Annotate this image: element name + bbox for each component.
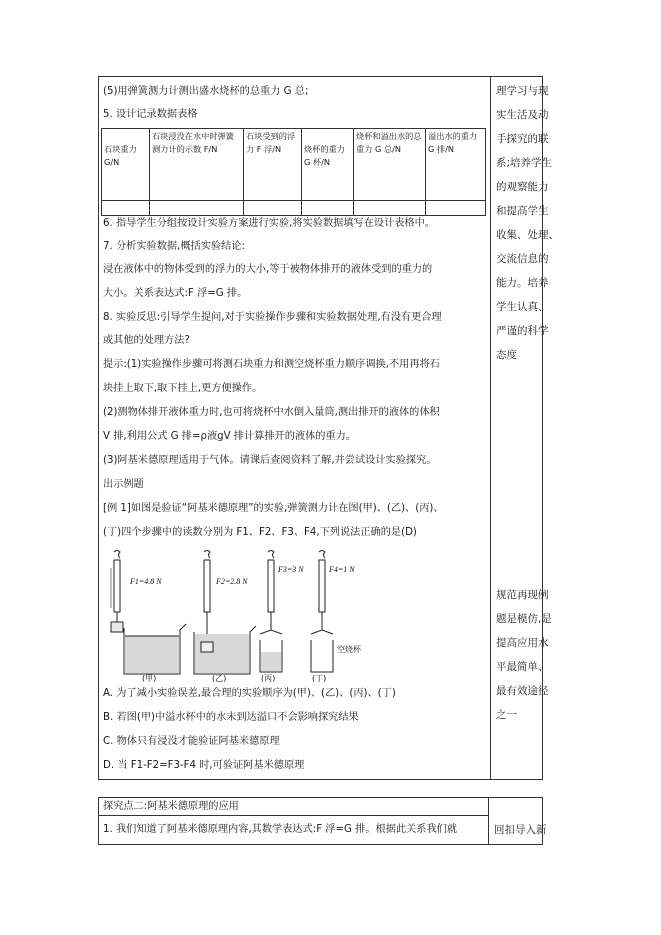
example-line-2: (丁)四个步骤中的读数分别为 F1、F2、F3、F4,下列说法正确的是(D) [103, 527, 417, 538]
table-cell [354, 201, 426, 216]
table-cell [302, 201, 354, 216]
side-note-line: 理学习与现 [496, 85, 549, 97]
side-note-line: 最有效途径 [496, 685, 549, 697]
conclusion-line-2: 大小。关系表达式:F 浮=G 排。 [103, 288, 248, 299]
side-note-line: 态度 [496, 349, 517, 361]
example-heading: 出示例题 [103, 479, 144, 490]
column-divider [490, 76, 491, 780]
section-heading: 探究点二:阿基米德原理的应用 [103, 801, 239, 812]
side-note-line: 实生活及动 [496, 109, 549, 121]
step-6-text: 6. 指导学生分组按设计实验方案进行实验,将实验数据填写在设计表格中。 [103, 218, 436, 229]
table-header-cell: 石块重力 G/N [102, 129, 150, 201]
side-note-line: 提高应用水 [496, 637, 549, 649]
side-note-line: 交流信息的 [496, 253, 549, 265]
table-cell [426, 201, 486, 216]
table-title: 5. 设计记录数据表格 [103, 109, 198, 120]
hint-line-1: 提示:(1)实验操作步骤可将测石块重力和测空烧杯重力顺序调换,不用再将石 [103, 359, 440, 370]
side-note-line: 收集、处理、 [496, 229, 559, 241]
label-bing: (丙) [261, 674, 276, 682]
hint-line-2: 块挂上取下,取下挂上,更方便操作。 [103, 383, 263, 394]
label-yi: (乙) [212, 674, 227, 682]
label-jia: (甲) [142, 674, 157, 682]
row-divider [98, 815, 488, 816]
table-header-cell: 石块浸没在水中时弹簧测力计的示数 F/N [150, 129, 244, 201]
side-note-line: 之一 [496, 709, 517, 721]
setup-yi [194, 551, 256, 675]
table-header-cell: 烧杯和溢出水的总重力 G 总/N [354, 129, 426, 201]
table-header-cell: 溢出水的重力 G 排/N [426, 129, 486, 201]
reading-f3: F3=3 N [278, 565, 304, 574]
step-8-line-1: 8. 实验反思:引导学生提问,对于实验操作步骤和实验数据处理,有没有更合理 [103, 312, 442, 323]
step-8-line-2: 或其他的处理方法? [103, 335, 190, 346]
example-line-1: [例 1]如图是验证“阿基米德原理”的实验,弹簧测力计在图(甲)、(乙)、(丙)、 [103, 503, 444, 514]
reading-f4: F4=1 N [329, 565, 355, 574]
table-cell [150, 201, 244, 216]
archimedes-experiment-figure [100, 548, 490, 682]
side-note-line: 能力。培养 [496, 277, 549, 289]
hint-line-5: (3)阿基米德原理适用于气体。请课后查阅资料了解,并尝试设计实验探究。 [103, 455, 437, 466]
side-note-review: 回扣导入新 [494, 824, 547, 836]
side-note-line: 系;培养学生 [496, 157, 553, 169]
step-5-text: (5)用弹簧测力计测出盛水烧杯的总重力 G 总; [103, 86, 309, 97]
option-c: C. 物体只有浸没才能验证阿基米德原理 [103, 736, 280, 747]
option-d: D. 当 F1-F2=F3-F4 时,可验证阿基米德原理 [103, 760, 305, 771]
hint-line-3: (2)测物体排开液体重力时,也可将烧杯中水倒入量筒,测出排开的液体的体积 [103, 407, 440, 418]
side-note-line: 严谨的科学 [496, 325, 549, 337]
step-7-text: 7. 分析实验数据,概括实验结论: [103, 241, 245, 252]
side-note-line: 题是模仿,是 [496, 613, 552, 625]
reading-f1: F1=4.8 N [130, 577, 162, 586]
side-note-line: 的观察能力 [496, 181, 549, 193]
table-header-cell: 烧杯的重力 G 杯/N [302, 129, 354, 201]
section-line-1: 1. 我们知道了阿基米德原理内容,其数学表达式:F 浮=G 排。根据此关系我们就 [103, 824, 458, 835]
column-divider [488, 797, 489, 845]
side-note-line: 手探究的联 [496, 133, 549, 145]
label-ding: (丁) [312, 674, 327, 682]
side-note-line: 和提高学生 [496, 205, 549, 217]
hint-line-4: V 排,利用公式 G 排=ρ液gV 排计算排开的液体的重力。 [103, 431, 357, 442]
side-note-line: 规范再现例 [496, 589, 549, 601]
table-cell [102, 201, 150, 216]
empty-cup-label: 空烧杯 [337, 645, 361, 654]
conclusion-line-1: 浸在液体中的物体受到的浮力的大小,等于被物体排开的液体受到的重力的 [103, 264, 433, 275]
reading-f2: F2=2.8 N [216, 577, 248, 586]
record-data-table [101, 128, 486, 216]
option-b: B. 若图(甲)中溢水杯中的水未到达溢口不会影响探究结果 [103, 712, 359, 723]
option-a: A. 为了减小实验误差,最合理的实验顺序为(甲)、(乙)、(丙)、(丁) [103, 688, 396, 699]
setup-jia [111, 551, 186, 675]
side-note-line: 学生认真、 [496, 301, 549, 313]
table-header-cell: 石块受到的浮力 F 浮/N [244, 129, 302, 201]
table-cell [244, 201, 302, 216]
side-note-line: 平最简单、 [496, 661, 549, 673]
